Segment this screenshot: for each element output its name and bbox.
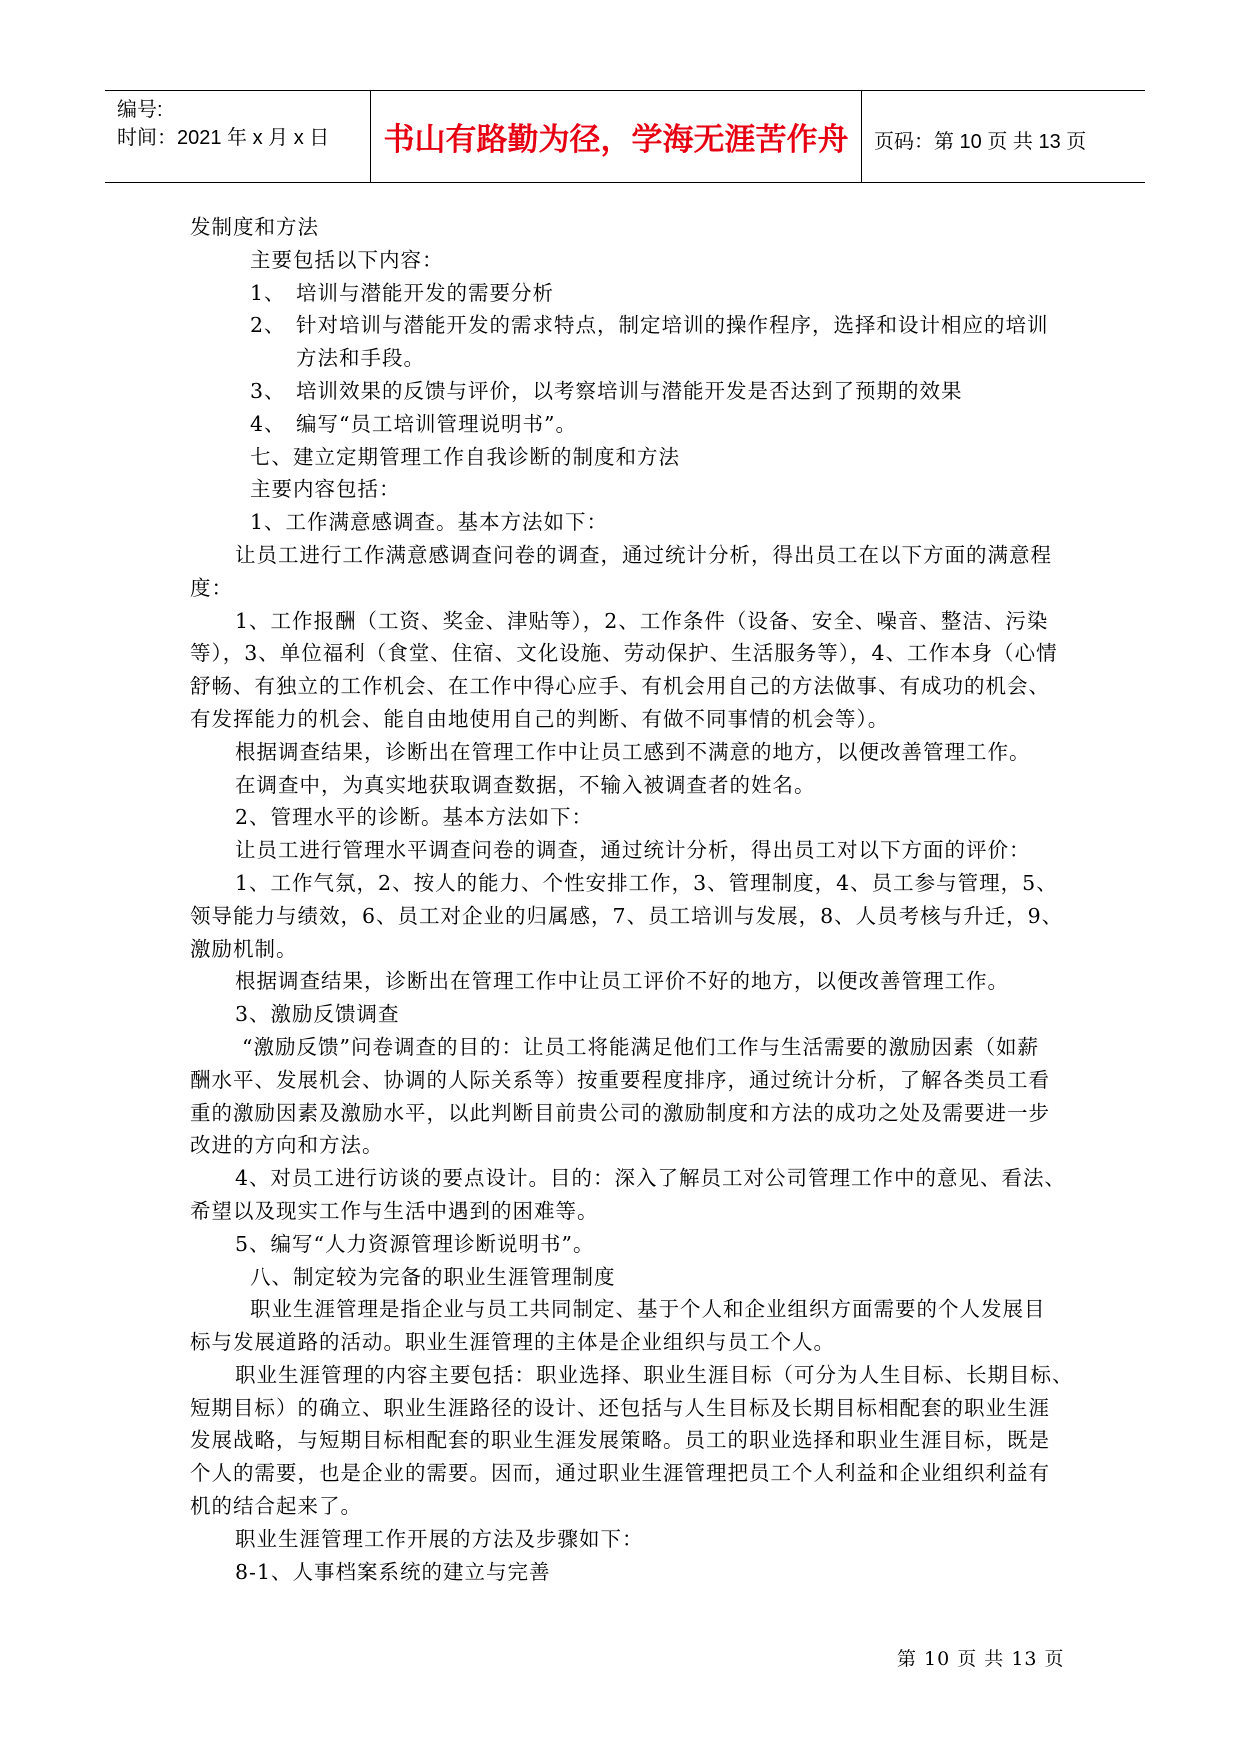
body-line: 领导能力与绩效，6、员工对企业的归属感，7、员工培训与发展，8、人员考核与升迁，9、: [190, 903, 1064, 928]
body-line: 1、工作气氛，2、按人的能力、个性安排工作，3、管理制度，4、员工参与管理，5、: [235, 870, 1058, 895]
body-line: 根据调查结果，诊断出在管理工作中让员工感到不满意的地方，以便改善管理工作。: [235, 739, 1031, 764]
body-line: 4、对员工进行访谈的要点设计。目的：深入了解员工对公司管理工作中的意见、看法、: [235, 1166, 1067, 1191]
document-body: [190, 211, 1090, 1588]
body-line: 根据调查结果，诊断出在管理工作中让员工评价不好的地方，以便改善管理工作。: [235, 969, 1009, 994]
body-line: 让员工进行管理水平调查问卷的调查，通过统计分析，得出员工对以下方面的评价：: [235, 838, 1031, 863]
list-item: [190, 309, 1090, 342]
body-line: 职业生涯管理的内容主要包括：职业选择、职业生涯目标（可分为人生目标、长期目标、: [235, 1362, 1074, 1387]
list-item-text: 针对培训与潜能开发的需求特点，制定培训的操作程序，选择和设计相应的培训: [296, 313, 1049, 338]
body-line: 酬水平、发展机会、协调的人际关系等）按重要程度排序，通过统计分析，了解各类员工看: [190, 1067, 1050, 1092]
list-item: [190, 277, 1090, 310]
body-line: 方法和手段。: [296, 346, 425, 371]
body-line: 等），3、单位福利（食堂、住宿、文化设施、劳动保护、生活服务等），4、工作本身（心情: [190, 641, 1058, 666]
body-line: 2、管理水平的诊断。基本方法如下：: [235, 805, 594, 830]
header-divider-left: [370, 90, 371, 183]
body-line: 1、工作报酬（工资、奖金、津贴等），2、工作条件（设备、安全、噪音、整洁、污染: [235, 608, 1049, 633]
body-line: 希望以及现实工作与生活中遇到的困难等。: [190, 1198, 599, 1223]
body-line: 发制度和方法: [190, 215, 319, 239]
document-time-label: 时间：2021 年 x 月 x 日: [117, 127, 330, 149]
page-footer-number: 第 10 页 共 13 页: [897, 1648, 1065, 1670]
list-item-text: 培训效果的反馈与评价，以考察培训与潜能开发是否达到了预期的效果: [296, 378, 963, 403]
body-line: 激励机制。: [190, 936, 298, 961]
body-line: 1、工作满意感调查。基本方法如下：: [250, 510, 609, 535]
list-item-number: 1、: [250, 280, 286, 305]
header-divider-right: [861, 90, 862, 183]
body-line: “激励反馈”问卷调查的目的：让员工将能满足他们工作与生活需要的激励因素（如薪: [242, 1034, 1039, 1059]
body-line: 主要包括以下内容：: [250, 247, 444, 272]
list-item: [190, 408, 1090, 441]
list-item-text: 编写“员工培训管理说明书”。: [296, 411, 577, 436]
body-line: 标与发展道路的活动。职业生涯管理的主体是企业组织与员工个人。: [190, 1330, 835, 1355]
section-heading: 七、建立定期管理工作自我诊断的制度和方法: [250, 444, 680, 469]
body-line: 有发挥能力的机会、能自由地使用自己的判断、有做不同事情的机会等）。: [190, 706, 890, 731]
list-item-number: 3、: [250, 378, 286, 403]
header-motto: 书山有路勤为径，学海无涯苦作舟: [383, 122, 849, 158]
body-line: 短期目标）的确立、职业生涯路径的设计、还包括与人生目标及长期目标相配套的职业生涯: [190, 1395, 1050, 1420]
list-item-number: 2、: [250, 313, 286, 338]
body-line: 主要内容包括：: [250, 477, 401, 502]
body-line: 3、激励反馈调查: [235, 1002, 400, 1027]
body-line: 职业生涯管理是指企业与员工共同制定、基于个人和企业组织方面需要的个人发展目: [250, 1297, 1046, 1322]
section-heading: 八、制定较为完备的职业生涯管理制度: [250, 1264, 616, 1289]
body-line: 个人的需要，也是企业的需要。因而，通过职业生涯管理把员工个人利益和企业组织利益有: [190, 1461, 1050, 1486]
body-line: 让员工进行工作满意感调查问卷的调查，通过统计分析，得出员工在以下方面的满意程: [235, 542, 1052, 567]
body-line: 8-1、人事档案系统的建立与完善: [235, 1559, 551, 1584]
body-line: 改进的方向和方法。: [190, 1133, 384, 1158]
body-line: 机的结合起来了。: [190, 1494, 362, 1519]
body-line: 5、编写“人力资源管理诊断说明书”。: [235, 1231, 595, 1256]
body-line: 在调查中，为真实地获取调查数据，不输入被调查者的姓名。: [235, 772, 816, 797]
list-item-text: 培训与潜能开发的需要分析: [296, 280, 554, 305]
body-line: 重的激励因素及激励水平，以此判断目前贵公司的激励制度和方法的成功之处及需要进一步: [190, 1100, 1050, 1125]
list-item: [190, 375, 1090, 408]
list-item-number: 4、: [250, 411, 286, 436]
body-line: 度：: [190, 575, 233, 600]
header-bottom-rule: [105, 182, 1145, 183]
header-page-info: 页码：第 10 页 共 13 页: [874, 131, 1087, 153]
body-line: 舒畅、有独立的工作机会、在工作中得心应手、有机会用自己的方法做事、有成功的机会、: [190, 674, 1050, 699]
body-line: 职业生涯管理工作开展的方法及步骤如下：: [235, 1526, 644, 1551]
document-number-label: 编号:: [117, 99, 163, 121]
body-line: 发展战略，与短期目标相配套的职业生涯发展策略。员工的职业选择和职业生涯目标，既是: [190, 1428, 1050, 1453]
header-top-rule: [105, 90, 1145, 91]
